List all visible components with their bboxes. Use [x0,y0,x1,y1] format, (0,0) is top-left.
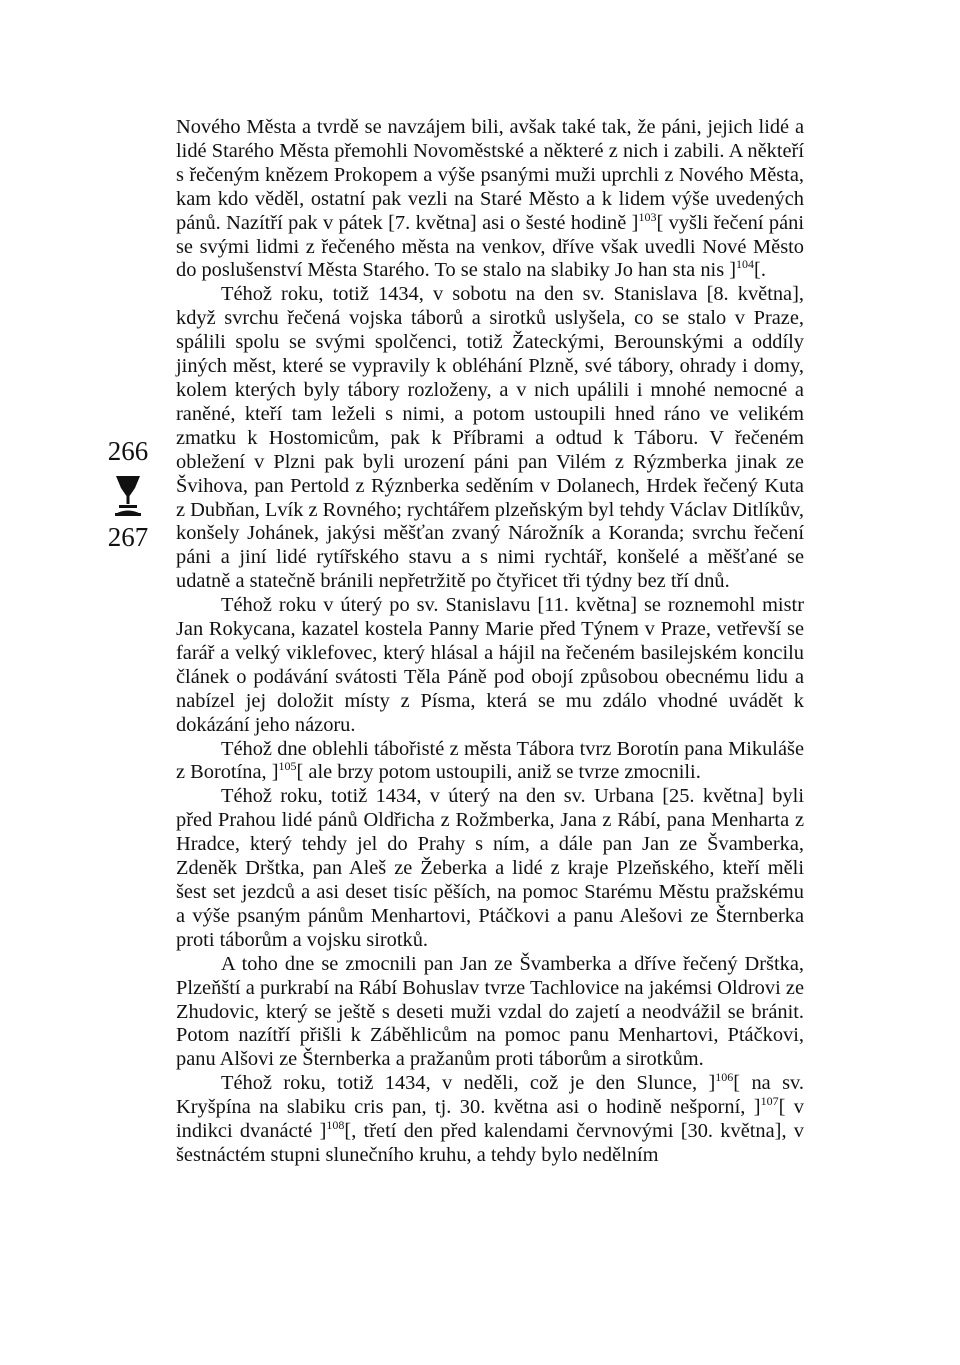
footnote-ref: 106 [715,1070,734,1085]
chalice-icon [113,474,143,516]
footnote-ref: 108 [326,1118,345,1133]
footnote-ref: 107 [760,1094,779,1109]
footnote-bracket-close: [ [656,211,664,234]
text-run: , třetí den před kalendami červnovými [30. května], v šestnáctém stupni slunečního kruhu, a tehdy bylo nedělním [176,1120,805,1166]
paragraph-5: Téhož roku, totiž 1434, v úterý na den sv. Urbana [25. května] byli před Prahou lidé pánů Oldřicha z Rožmberka, Jana z Rábí, pana Menharta z Hradce, který tehdy jel do Prahy s ním, a dále pan Jan ze Švamberka, Zdeněk Drštka, pan Aleš ze Žeberka a lidé z kraje Plzeňského, kteří měli šest set jezdců a asi deset tisíc pěších, na pomoc Starému Městu pražskému a výše psaným pánům Menhartovi, Ptáčkovi a panu Alešovi ze Šternberka proti táborům a vojsku sirotků. [176,785,804,951]
text-run: Téhož roku, totiž 1434, v neděli, což je den Slunce, [221,1072,709,1095]
text-run: na sv. Kryšpína na slabiku cris pan, tj. 30. května asi o hodině nešporní, [176,1072,804,1119]
paragraph-4 [176,738,804,786]
main-text [176,116,804,1168]
margin-page-reference [98,436,158,552]
page-number-left: 266 [107,436,149,466]
footnote-bracket-close: [ [733,1072,741,1095]
footnote-bracket-open: ] [271,761,279,784]
footnote-bracket-open: ] [708,1072,716,1095]
footnote-bracket-close: [ [778,1096,786,1119]
footnote-bracket-open: ] [319,1120,327,1143]
paragraph-3: Téhož roku v úterý po sv. Stanislavu [11. května] se roznemohl mistr Jan Rokycana, kazatel kostela Panny Marie před Týnem v Praze, vetřevší se farář a velký viklefovec, který hlásal a hájil na řečeném basilejském koncilu článek o podávání svátosti Těla Páně pod obojí způsobou obecnému lidu a nabízel jej doložit místy z Písma, která se mu zdálo vhodné uvádět k dokázání jeho názoru. [176,594,804,736]
footnote-ref: 103 [638,209,657,224]
footnote-ref: 104 [736,257,755,272]
footnote-bracket-open: ] [753,1096,761,1119]
text-run: Nového Města a tvrdě se navzájem bili, avšak také tak, že páni, jejich lidé a lidé Starého Města přemohli Novoměstské a některé z nich i zabili. A někteří s řečeným knězem Prokopem a výše psanými muži uprchli z Nového Města, kam kdo věděl, ostatní pak vezli na Staré Město a k lidem výše uvedených pánů. Nazítří pak v pátek [7. května] asi o šesté hodině [176,116,804,234]
text-run: Téhož dne oblehli tábořisté z města Tábora tvrz Borotín pana Mikuláše z Borotína, [176,737,804,784]
text-run: vyšli řečení páni se svými lidmi z řečeného města na venkov, dříve však uvedli Nové Město do poslušenství Města Starého. To se stalo na slabiky Jo han sta nis [176,211,805,282]
footnote-bracket-close: [ [754,259,761,282]
page-number-right: 267 [107,522,149,552]
paragraph-2: Téhož roku, totiž 1434, v sobotu na den sv. Stanislava [8. května], když svrchu řečená vojska táborů a sirotků uslyšela, co se stalo v Praze, spálili spolu se svými spolčenci, totiž Žateckými, Berounskými a oddíly jiných měst, které se vypravily k obléhání Plzně, své tábory, ohrady i domy, kolem kterých byly tábory rozloženy, a v nich upálili i mnohé nemocné a raněné, kteří tam leželi s nimi, a potom ustoupili hned ráno ve velikém zmatku k Hostomicům, pak k Příbrami a odtud k Táboru. V řečeném obležení v Plzni pak byli urození páni pan Vilém z Rýzmberka jinak ze Švihova, pan Pertold z Rýznberka seděním v Dolanech, Hrdek řečený Kuta z Dubňan, Lvík z Rovného; rychtářem plzeňským byl tehdy Václav Ditlíkův, konšely Johánek, jakýsi měšťan zvaný Nárožník a Koranda; svrchu řečení páni a jiní lidé rytířského stavu a s nimi rychtář, konšelé a měšťané se udatně a statečně bránili nepřetržitě po čtyřicet tři týdny bez tří dnů. [176,283,804,593]
paragraph-1 [176,116,804,283]
footnote-bracket-open: ] [631,211,639,234]
text-run: v indikci dvanácté [176,1096,805,1143]
paragraph-7 [176,1072,804,1168]
paragraph-6: A toho dne se zmocnili pan Jan ze Švamberka a dříve řečený Drštka, Plzeňští a purkrabí na Rábí Bohuslav tvrze Tachlovice na jakémsi Oldrovi ze Zhudovic, který se ještě s deseti muži vzdal do zajetí a neodvážil se bránit. Potom nazítří přišli k Záběhlicům na pomoc panu Menhartovi, Ptáčkovi, panu Alšovi ze Šternberka a pražanům proti táborům a sirotkům. [176,952,804,1071]
text-run: ale brzy potom ustoupili, aniž se tvrze zmocnili. [303,761,701,784]
footnote-bracket-open: ] [729,259,737,282]
text-run: . [760,259,766,282]
footnote-ref: 105 [278,759,297,774]
footnote-bracket-close: [ [296,761,304,784]
footnote-bracket-close: [ [344,1120,352,1143]
